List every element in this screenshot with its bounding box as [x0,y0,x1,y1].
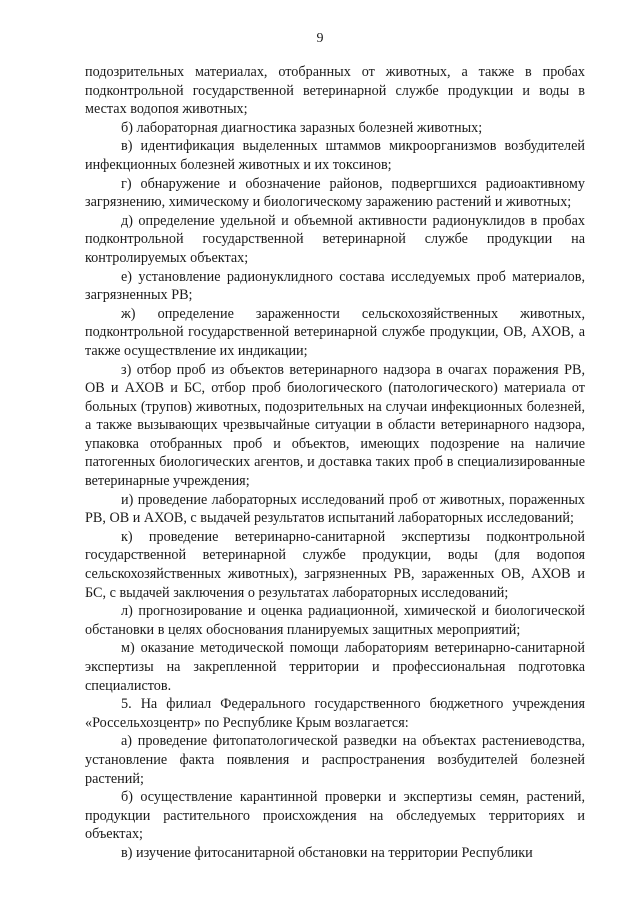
document-body [85,63,585,863]
paragraph-continuation: подозрительных материалах, отобранных от животных, а также в пробах подконтрольной государственной ветеринарной службе продукции и воды в местах водопоя животных; [85,64,585,118]
paragraph-item-e: е) установление радионуклидного состава исследуемых проб материалов, загрязненных РВ; [85,268,585,304]
paragraph-item-z: з) отбор проб из объектов ветеринарного надзора в очагах поражения РВ, ОВ и АХОВ и БС, отбор проб биологического (патологического) материала от больных (трупов) животных, подозрительных на случаи инфекционных болезней, а также вызывающих чрезвычайные ситуации в области ветеринарного надзора, упаковка отобранных проб и объектов, имеющих подозрение на наличие патогенных биологических агентов, и доставка таких проб в специализированные ветеринарные учреждения; [85,361,585,490]
page-number: 9 [316,31,324,46]
paragraph-item-b2: б) осуществление карантинной проверки и экспертизы семян, растений, продукции растительного происхождения на обследуемых территориях и объектах; [85,789,585,843]
paragraph-section-5: 5. На филиал Федерального государственного бюджетного учреждения «Россельхозцентр» по Республике Крым возлагается: [85,696,585,731]
paragraph-item-a: а) проведение фитопатологической разведки на объектах растениеводства, установление факта появления и распространения возбудителей болезней растений; [85,733,585,787]
paragraph-item-v: в) идентификация выделенных штаммов микроорганизмов возбудителей инфекционных болезней животных и их токсинов; [85,138,585,173]
paragraph-item-zh: ж) определение зараженности сельскохозяйственных животных, подконтрольной государственной ветеринарной службе продукции, ОВ, АХОВ, а также осуществление их индикации; [85,305,585,359]
paragraph-item-i: и) проведение лабораторных исследований проб от животных, пораженных РВ, ОВ и АХОВ, с выдачей результатов испытаний лабораторных исследований; [85,491,585,527]
paragraph-item-m: м) оказание методической помощи лабораториям ветеринарно-санитарной экспертизы на закрепленной территории и профессиональная подготовка специалистов. [85,640,585,694]
paragraph-item-g: г) обнаружение и обозначение районов, подвергшихся радиоактивному загрязнению, химическому и биологическому заражению растений и животных; [85,175,585,211]
paragraph-item-d: д) определение удельной и объемной активности радионуклидов в пробах подконтрольной государственной ветеринарной службе продукции на контролируемых объектах; [85,212,585,266]
paragraph-item-v2: в) изучение фитосанитарной обстановки на территории Республики [121,844,533,861]
paragraph-item-k: к) проведение ветеринарно-санитарной экспертизы подконтрольной государственной ветеринарной службе продукции, воды (для водопоя сельскохозяйственных животных), загрязненных РВ, зараженных ОВ, АХОВ и БС, с выдачей заключения о результатах лабораторных исследований; [85,528,585,601]
paragraph-item-b: б) лабораторная диагностика заразных болезней животных; [121,119,483,136]
paragraph-item-l: л) прогнозирование и оценка радиационной, химической и биологической обстановки в целях обоснования планируемых защитных мероприятий; [85,603,585,638]
